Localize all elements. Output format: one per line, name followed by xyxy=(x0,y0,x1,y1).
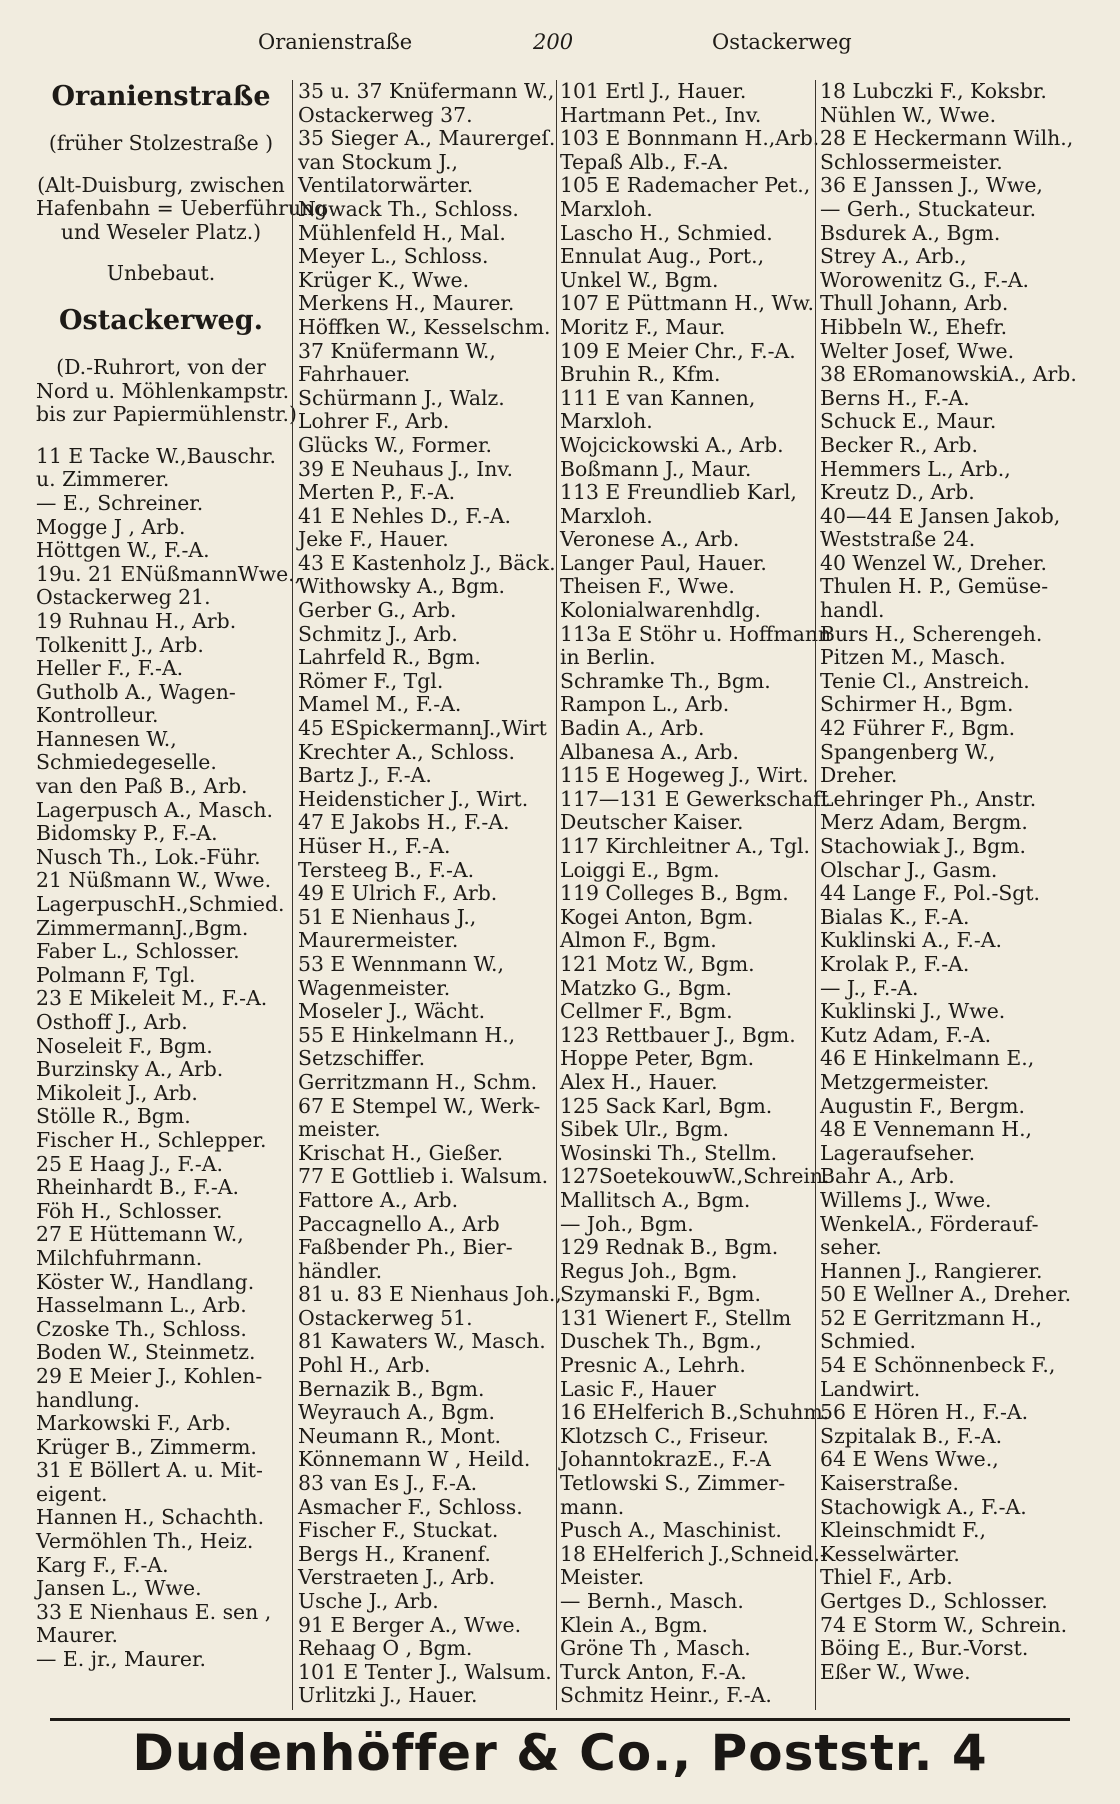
directory-entry: 49 E Ulrich F., Arb. xyxy=(298,881,498,906)
directory-entry: Osthoff J., Arb. xyxy=(36,1010,188,1034)
directory-entry: Thiel F., Arb. xyxy=(820,1565,953,1590)
directory-entry: 38 ERomanowskiA., Arb. xyxy=(820,362,1077,387)
directory-entry: Markowski F., Arb. xyxy=(36,1411,232,1436)
directory-entry: 18 EHelferich J.,Schneid.- xyxy=(560,1541,827,1566)
directory-entry: 117—131 E Gewerkschaft xyxy=(560,786,829,811)
directory-entry: 115 E Hogeweg J., Wirt. xyxy=(560,763,809,788)
directory-entry: 47 E Jakobs H., F.-A. xyxy=(298,810,510,835)
directory-entry: Polmann F, Tgl. xyxy=(36,962,196,987)
directory-entry: Rheinhardt B., F.-A. xyxy=(36,1175,239,1200)
directory-entry: Maurermeister. xyxy=(298,928,459,953)
directory-entry: Meister. xyxy=(560,1565,645,1590)
directory-entry: Kogei Anton, Bgm. xyxy=(560,904,754,929)
directory-entry: Glücks W., Former. xyxy=(298,432,492,457)
directory-entry: Szpitalak B., F.-A. xyxy=(820,1423,1003,1448)
directory-entry: Lahrfeld R., Bgm. xyxy=(298,645,481,670)
directory-entry: Lageraufseher. xyxy=(820,1140,976,1165)
directory-entry: Stachowigk A., F.-A. xyxy=(820,1494,1027,1519)
directory-column-3 xyxy=(560,79,832,1708)
directory-entry: Pitzen M., Masch. xyxy=(820,645,1006,670)
directory-entry: Albanesa A., Arb. xyxy=(560,739,739,764)
directory-entry: 35 u. 37 Knüfermann W., xyxy=(298,79,555,103)
directory-entry: Strey A., Arb., xyxy=(820,244,967,269)
directory-entry: Schuck E., Maur. xyxy=(820,409,997,434)
directory-entry: Faber L., Schlosser. xyxy=(36,939,240,964)
directory-entry: handl. xyxy=(820,598,885,623)
street-note: Nord u. Möhlenkampstr. xyxy=(36,378,290,403)
directory-entry: Bidomsky P., F.-A. xyxy=(36,821,218,846)
directory-entry: Tersteeg B., F.-A. xyxy=(298,857,475,882)
directory-entry: Schmitz J., Arb. xyxy=(298,621,458,646)
directory-entry: Verstraeten J., Arb. xyxy=(298,1565,496,1590)
directory-entry: 50 E Wellner A., Dreher. xyxy=(820,1282,1072,1307)
directory-entry: Boßmann J., Maur. xyxy=(560,456,752,481)
directory-entry: Hemmers L., Arb., xyxy=(820,456,1011,481)
directory-entry: — E., Schreiner. xyxy=(36,490,204,515)
directory-entry: — Joh., Bgm. xyxy=(560,1211,694,1236)
directory-entry: Jansen L., Wwe. xyxy=(36,1576,202,1601)
directory-entry: 48 E Vennemann H., xyxy=(820,1117,1033,1142)
directory-entry: Burs H., Scherengeh. xyxy=(820,621,1043,646)
directory-entry: Kaiserstraße. xyxy=(820,1471,959,1496)
directory-entry: Hannesen W., xyxy=(36,726,177,751)
directory-entry: Schmitz Heinr., F.-A. xyxy=(560,1683,772,1708)
directory-entry: Meyer L., Schloss. xyxy=(298,244,489,269)
directory-entry: Pusch A., Maschinist. xyxy=(560,1518,782,1543)
directory-entry: Mogge J , Arb. xyxy=(36,514,186,539)
street-note: (D.-Ruhrort, von der xyxy=(56,354,266,379)
directory-entry: Vermöhlen Th., Heiz. xyxy=(36,1529,254,1554)
directory-entry: 11 E Tacke W.,Bauschr. xyxy=(36,443,276,468)
directory-entry: 19 Ruhnau H., Arb. xyxy=(36,608,237,633)
directory-entry: Landwirt. xyxy=(820,1376,921,1401)
spacer xyxy=(36,156,286,174)
directory-entry: 39 E Neuhaus J., Inv. xyxy=(298,456,514,481)
spacer xyxy=(36,114,286,132)
directory-entry: Lagerpusch A., Masch. xyxy=(36,797,273,822)
directory-entry: handlung. xyxy=(36,1387,140,1412)
directory-entry: 56 E Hören H., F.-A. xyxy=(820,1400,1029,1425)
directory-entry: Lehringer Ph., Anstr. xyxy=(820,786,1037,811)
directory-entry: Kesselwärter. xyxy=(820,1541,960,1566)
directory-entry: Withowsky A., Bgm. xyxy=(298,574,506,599)
directory-entry: Wosinski Th., Stellm. xyxy=(560,1140,778,1165)
directory-entry: 40—44 E Jansen Jakob, xyxy=(820,503,1061,528)
directory-entry: Moritz F., Maur. xyxy=(560,314,726,339)
directory-entry: 21 Nüßmann W., Wwe. xyxy=(36,868,272,893)
directory-entry: 41 E Nehles D., F.-A. xyxy=(298,503,511,528)
directory-entry: 77 E Gottlieb i. Walsum. xyxy=(298,1164,549,1189)
directory-entry: 131 Wienert F., Stellm xyxy=(560,1305,792,1330)
directory-entry: Wagenmeister. xyxy=(298,975,451,1000)
directory-entry: 18 Lubczki F., Koksbr. xyxy=(820,79,1047,103)
directory-entry: Tenie Cl., Anstreich. xyxy=(820,668,1030,693)
directory-entry: Usche J., Arb. xyxy=(298,1589,439,1613)
directory-entry: van den Paß B., Arb. xyxy=(36,774,248,799)
directory-entry: Nusch Th., Lok.-Führ. xyxy=(36,844,261,869)
directory-entry: Langer Paul, Hauer. xyxy=(560,550,767,575)
directory-entry: 33 E Nienhaus E. sen , xyxy=(36,1599,272,1624)
directory-entry: 113a E Stöhr u. Hoffmann xyxy=(560,621,832,646)
directory-entry: Kuklinski A., F.-A. xyxy=(820,928,1002,953)
directory-entry: Fattore A., Arb. xyxy=(298,1187,459,1212)
directory-entry: Hibbeln W., Ehefr. xyxy=(820,314,1008,339)
directory-entry: Schürmann J., Walz. xyxy=(298,385,505,410)
directory-entry: Duschek Th., Bgm., xyxy=(560,1329,762,1354)
directory-entry: 127SoetekouwW.,Schrein. xyxy=(560,1164,830,1189)
directory-entry: Bialas K., F.-A. xyxy=(820,904,970,929)
directory-entry: 27 E Hüttemann W., xyxy=(36,1222,244,1247)
directory-entry: Weyrauch A., Bgm. xyxy=(298,1400,495,1425)
directory-entry: Kuklinski J., Wwe. xyxy=(820,999,1006,1024)
directory-entry: Mühlenfeld H., Mal. xyxy=(298,220,506,245)
directory-entry: Hartmann Pet., Inv. xyxy=(560,102,762,127)
directory-entry: Berns H., F.-A. xyxy=(820,385,970,410)
street-note: (Alt-Duisburg, zwischen xyxy=(37,172,285,197)
directory-entry: Rehaag O , Bgm. xyxy=(298,1636,473,1661)
directory-entry: Tetlowski S., Zimmer- xyxy=(560,1471,786,1496)
street-heading: Oranienstraße xyxy=(51,81,271,112)
directory-entry: Hasselmann L., Arb. xyxy=(36,1293,247,1318)
directory-entry: 67 E Stempel W., Werk- xyxy=(298,1093,541,1118)
directory-entry: Bernazik B., Bgm. xyxy=(298,1376,485,1401)
directory-entry: eigent. xyxy=(36,1481,108,1506)
page-header xyxy=(0,30,1120,64)
directory-entry: Milchfuhrmann. xyxy=(36,1245,203,1270)
directory-entry: Willems J., Wwe. xyxy=(820,1187,992,1212)
footer-advertisement: Dudenhöffer & Co., Poststr. 4 xyxy=(132,1724,988,1782)
spacer xyxy=(36,286,286,304)
spacer xyxy=(36,427,286,445)
directory-entry: Kreutz D., Arb. xyxy=(820,480,975,505)
directory-entry: Römer F., Tgl. xyxy=(298,668,444,693)
directory-entry: Szymanski F., Bgm. xyxy=(560,1282,761,1307)
directory-entry: Gerber G., Arb. xyxy=(298,598,457,623)
directory-entry: Merkens H., Maurer. xyxy=(298,291,515,316)
directory-entry: Badin A., Arb. xyxy=(560,716,705,741)
directory-entry: Schramke Th., Bgm. xyxy=(560,668,771,693)
directory-entry: Theisen F., Wwe. xyxy=(560,574,735,599)
directory-entry: Asmacher F., Schloss. xyxy=(298,1494,523,1519)
directory-entry: Schmied. xyxy=(820,1329,916,1354)
directory-entry: Turck Anton, F.-A. xyxy=(560,1659,747,1684)
directory-entry: Gröne Th , Masch. xyxy=(560,1636,751,1661)
directory-entry: 81 u. 83 E Nienhaus Joh., xyxy=(298,1282,562,1307)
directory-entry: Paccagnello A., Arb xyxy=(298,1211,500,1236)
directory-entry: Bruhin R., Kfm. xyxy=(560,362,721,387)
directory-entry: Thulen H. P., Gemüse- xyxy=(820,574,1049,599)
directory-entry: Cellmer F., Bgm. xyxy=(560,999,733,1024)
directory-entry: Dreher. xyxy=(820,763,898,788)
directory-entry: 113 E Freundlieb Karl, xyxy=(560,480,797,505)
street-note: und Weseler Platz.) xyxy=(60,219,262,244)
directory-entry: Böing E., Bur.-Vorst. xyxy=(820,1636,1029,1661)
directory-entry: 16 EHelferich B.,Schuhm. xyxy=(560,1400,830,1425)
directory-entry: Sibek Ulr., Bgm. xyxy=(560,1117,729,1142)
header-right-street: Ostackerweg xyxy=(712,30,852,54)
directory-entry: 101 Ertl J., Hauer. xyxy=(560,79,747,103)
directory-entry: Schmiedegeselle. xyxy=(36,750,217,775)
directory-entry: Schlossermeister. xyxy=(820,149,1003,174)
directory-entry: 44 Lange F., Pol.-Sgt. xyxy=(820,881,1041,906)
directory-entry: Mikoleit J., Arb. xyxy=(36,1080,198,1105)
directory-entry: 105 E Rademacher Pet., xyxy=(560,173,811,198)
directory-entry: Kleinschmidt F., xyxy=(820,1518,987,1543)
directory-entry: Marxloh. xyxy=(560,196,653,221)
column-divider xyxy=(815,80,816,1710)
directory-entry: Rampon L., Arb. xyxy=(560,692,730,717)
directory-entry: 117 Kirchleitner A., Tgl. xyxy=(560,834,811,858)
directory-entry: Schirmer H., Bgm. xyxy=(820,692,1014,717)
directory-entry: Pohl H., Arb. xyxy=(298,1353,431,1378)
directory-entry: Alex H., Hauer. xyxy=(560,1069,718,1094)
directory-entry: Kutz Adam, F.-A. xyxy=(820,1022,992,1047)
directory-entry: Heller F., F.-A. xyxy=(36,656,184,681)
directory-entry: 25 E Haag J., F.-A. xyxy=(36,1151,224,1176)
directory-entry: Urlitzki J., Hauer. xyxy=(298,1683,478,1708)
directory-entry: Klotzsch C., Friseur. xyxy=(560,1423,769,1448)
directory-entry: 101 E Tenter J., Walsum. xyxy=(298,1659,552,1684)
directory-entry: — E. jr., Maurer. xyxy=(36,1647,206,1672)
directory-entry: Merten P., F.-A. xyxy=(298,480,456,505)
directory-entry: Nowack Th., Schloss. xyxy=(298,196,519,221)
directory-entry: Heidensticher J., Wirt. xyxy=(298,786,529,811)
directory-entry: Lohrer F., Arb. xyxy=(298,409,450,434)
directory-entry: Marxloh. xyxy=(560,409,653,434)
directory-entry: Nühlen W., Wwe. xyxy=(820,102,997,127)
directory-entry: Lasic F., Hauer xyxy=(560,1376,716,1401)
directory-entry: Welter Josef, Wwe. xyxy=(820,338,1015,363)
directory-entry: Ennulat Aug., Port., xyxy=(560,244,765,269)
directory-column-2 xyxy=(298,79,562,1708)
directory-entry: Thull Johann, Arb. xyxy=(820,291,1009,316)
street-note: (früher Stolzestraße ) xyxy=(48,131,274,155)
directory-entry: Merz Adam, Bergm. xyxy=(820,810,1028,835)
directory-entry: Bahr A., Arb. xyxy=(820,1164,955,1189)
directory-entry: Bsdurek A., Bgm. xyxy=(820,220,1001,245)
spacer xyxy=(36,338,286,356)
directory-entry: 40 Wenzel W., Dreher. xyxy=(820,550,1047,575)
directory-entry: 43 E Kastenholz J., Bäck. xyxy=(298,550,556,575)
directory-entry: Höttgen W., F.-A. xyxy=(36,538,210,563)
directory-entry: 123 Rettbauer J., Bgm. xyxy=(560,1022,796,1047)
directory-entry: Hoppe Peter, Bgm. xyxy=(560,1046,755,1071)
directory-entry: Ventilatorwärter. xyxy=(298,173,474,198)
directory-entry: Hüser H., F.-A. xyxy=(298,834,451,858)
directory-entry: Gertges D., Schlosser. xyxy=(820,1589,1048,1613)
directory-entry: 119 Colleges B., Bgm. xyxy=(560,881,789,906)
directory-entry: Neumann R., Mont. xyxy=(298,1423,502,1448)
directory-entry: Köster W., Handlang. xyxy=(36,1269,255,1294)
directory-entry: van Stockum J., xyxy=(298,149,459,174)
directory-entry: 46 E Hinkelmann E., xyxy=(820,1046,1035,1071)
street-heading: Ostackerweg. xyxy=(59,304,263,336)
directory-entry: Karg F., F.-A. xyxy=(36,1552,169,1577)
directory-entry: meister. xyxy=(298,1117,381,1142)
directory-entry: Faßbender Ph., Bier- xyxy=(298,1235,513,1260)
directory-entry: — Gerh., Stuckateur. xyxy=(820,196,1037,221)
directory-entry: 52 E Gerritzmann H., xyxy=(820,1305,1043,1330)
directory-entry: Marxloh. xyxy=(560,503,653,528)
column-divider xyxy=(292,80,293,1710)
directory-entry: Burzinsky A., Arb. xyxy=(36,1057,224,1082)
directory-entry: LagerpuschH.,Schmied. xyxy=(36,892,285,917)
directory-entry: 42 Führer F., Bgm. xyxy=(820,716,1016,741)
directory-entry: Bartz J., F.-A. xyxy=(298,763,432,788)
directory-entry: 36 E Janssen J., Wwe, xyxy=(820,173,1043,198)
directory-entry: Presnic A., Lehrh. xyxy=(560,1353,746,1378)
directory-entry: Augustin F., Bergm. xyxy=(820,1093,1025,1118)
directory-entry: Weststraße 24. xyxy=(820,527,976,552)
directory-entry: Bergs H., Kranenf. xyxy=(298,1541,491,1566)
directory-entry: Ostackerweg 37. xyxy=(298,102,473,127)
directory-entry: Höffken W., Kesselschm. xyxy=(298,314,551,339)
directory-entry: Mamel M., F.-A. xyxy=(298,692,462,717)
directory-entry: Regus Joh., Bgm. xyxy=(560,1258,738,1283)
page-number: 200 xyxy=(533,30,574,54)
directory-entry: Jeke F., Hauer. xyxy=(298,527,449,552)
directory-entry: Lascho H., Schmied. xyxy=(560,220,773,245)
directory-entry: Fischer H., Schlepper. xyxy=(36,1127,267,1152)
directory-entry: Klein A., Bgm. xyxy=(560,1612,708,1637)
footer-rule xyxy=(50,1718,1070,1721)
directory-entry: 45 ESpickermannJ.,Wirt xyxy=(298,716,547,741)
directory-entry: 81 Kawaters W., Masch. xyxy=(298,1329,546,1354)
directory-entry: 28 E Heckermann Wilh., xyxy=(820,126,1074,151)
directory-entry: u. Zimmerer. xyxy=(36,467,170,492)
directory-entry: 54 E Schönnenbeck F., xyxy=(820,1353,1056,1378)
directory-entry: 121 Motz W., Bgm. xyxy=(560,951,755,976)
directory-entry: Tolkenitt J., Arb. xyxy=(36,632,204,657)
directory-entry: — J., F.-A. xyxy=(820,975,919,1000)
directory-entry: Stachowiak J., Bgm. xyxy=(820,834,1027,858)
directory-entry: Ostackerweg 21. xyxy=(36,585,211,610)
directory-entry: 23 E Mikeleit M., F.-A. xyxy=(36,986,268,1011)
directory-entry: Krischat H., Gießer. xyxy=(298,1140,504,1165)
directory-entry: Kolonialwarenhdlg. xyxy=(560,598,761,623)
directory-entry: Almon F., Bgm. xyxy=(560,928,717,953)
directory-entry: Mallitsch A., Bgm. xyxy=(560,1187,751,1212)
directory-entry: 35 Sieger A., Maurergeſ. xyxy=(298,126,556,151)
directory-entry: 64 E Wens Wwe., xyxy=(820,1447,999,1472)
directory-entry: Kontrolleur. xyxy=(36,703,159,728)
directory-entry: Spangenberg W., xyxy=(820,739,996,764)
directory-entry: Hannen H., Schachth. xyxy=(36,1505,265,1530)
directory-entry: Matzko G., Bgm. xyxy=(560,975,732,1000)
directory-entry: Könnemann W , Heild. xyxy=(298,1447,531,1472)
directory-entry: 107 E Püttmann H., Ww. xyxy=(560,291,814,316)
directory-entry: Eßer W., Wwe. xyxy=(820,1659,971,1684)
header-left-street: Oranienstraße xyxy=(258,30,413,54)
directory-entry: Unkel W., Bgm. xyxy=(560,267,719,292)
directory-entry: 29 E Meier J., Kohlen- xyxy=(36,1363,263,1388)
directory-entry: 109 E Meier Chr., F.-A. xyxy=(560,338,796,363)
directory-entry: 111 E van Kannen, xyxy=(560,385,756,410)
directory-entry: Deutscher Kaiser. xyxy=(560,810,744,835)
directory-entry: WenkelA., Förderauf- xyxy=(820,1211,1039,1236)
directory-entry: Boden W., Steinmetz. xyxy=(36,1340,256,1365)
directory-entry: mann. xyxy=(560,1494,625,1519)
directory-entry: Krolak P., F.-A. xyxy=(820,951,970,976)
directory-column-4 xyxy=(820,80,1094,1684)
directory-entry: seher. xyxy=(820,1235,882,1260)
directory-entry: Worowenitz G., F.-A. xyxy=(820,267,1030,292)
directory-entry: 103 E Bonnmann H.,Arb. xyxy=(560,126,820,151)
directory-entry: 83 van Es J., F.-A. xyxy=(298,1471,478,1496)
directory-entry: Föh H., Schlosser. xyxy=(36,1198,223,1223)
directory-entry: Hannen J., Rangierer. xyxy=(820,1258,1043,1283)
directory-entry: Krechter A., Schloss. xyxy=(298,739,515,764)
directory-entry: Moseler J., Wächt. xyxy=(298,999,486,1024)
directory-entry: Metzgermeister. xyxy=(820,1069,990,1094)
directory-entry: 37 Knüfermann W., xyxy=(298,338,496,363)
spacer xyxy=(36,244,286,262)
directory-entry: 74 E Storm W., Schrein. xyxy=(820,1612,1068,1637)
directory-entry: Gutholb A., Wagen- xyxy=(36,679,236,704)
directory-entry: händler. xyxy=(298,1258,383,1283)
directory-entry: Stölle R., Bgm. xyxy=(36,1104,191,1129)
directory-entry: 31 E Böllert A. u. Mit- xyxy=(36,1458,263,1483)
directory-entry: 51 E Nienhaus J., xyxy=(298,904,477,929)
directory-entry: in Berlin. xyxy=(560,645,656,670)
directory-entry: 55 E Hinkelmann H., xyxy=(298,1022,516,1047)
street-note: Unbebaut. xyxy=(106,261,216,286)
directory-entry: Maurer. xyxy=(36,1623,118,1648)
directory-entry: — Bernh., Masch. xyxy=(560,1589,744,1613)
street-note: bis zur Papiermühlenstr.) xyxy=(36,402,297,427)
directory-entry: JohanntokrazE., F.-A xyxy=(560,1447,771,1472)
directory-entry: Krüger B., Zimmerm. xyxy=(36,1434,257,1459)
directory-entry: 129 Rednak B., Bgm. xyxy=(560,1235,779,1260)
directory-entry: Noseleit F., Bgm. xyxy=(36,1033,213,1058)
directory-entry: Czoske Th., Schloss. xyxy=(36,1316,247,1341)
directory-entry: Setzschiffer. xyxy=(298,1046,426,1071)
directory-column-1 xyxy=(36,80,328,1672)
directory-entry: Ostackerweg 51. xyxy=(298,1305,473,1330)
street-note: Hafenbahn = Ueberführung xyxy=(36,196,328,221)
directory-entry: Fahrhauer. xyxy=(298,362,411,387)
directory-entry: 53 E Wennmann W., xyxy=(298,951,505,976)
directory-entry: Olschar J., Gasm. xyxy=(820,857,998,882)
directory-entry: Tepaß Alb., F.-A. xyxy=(560,149,729,174)
directory-entry: 19u. 21 ENüßmannWwe., xyxy=(36,561,302,586)
directory-entry: Veronese A., Arb. xyxy=(560,527,740,552)
directory-entry: Loiggi E., Bgm. xyxy=(560,857,720,882)
directory-entry: Gerritzmann H., Schm. xyxy=(298,1069,538,1094)
directory-entry: Krüger K., Wwe. xyxy=(298,267,470,292)
directory-entry: Wojcickowski A., Arb. xyxy=(560,432,784,457)
directory-entry: Becker R., Arb. xyxy=(820,432,978,457)
directory-entry: 125 Sack Karl, Bgm. xyxy=(560,1093,773,1118)
directory-entry: Fischer F., Stuckat. xyxy=(298,1518,499,1543)
directory-entry: 91 E Berger A., Wwe. xyxy=(298,1612,522,1637)
directory-entry: ZimmermannJ.,Bgm. xyxy=(36,915,249,940)
column-divider xyxy=(556,80,557,1710)
